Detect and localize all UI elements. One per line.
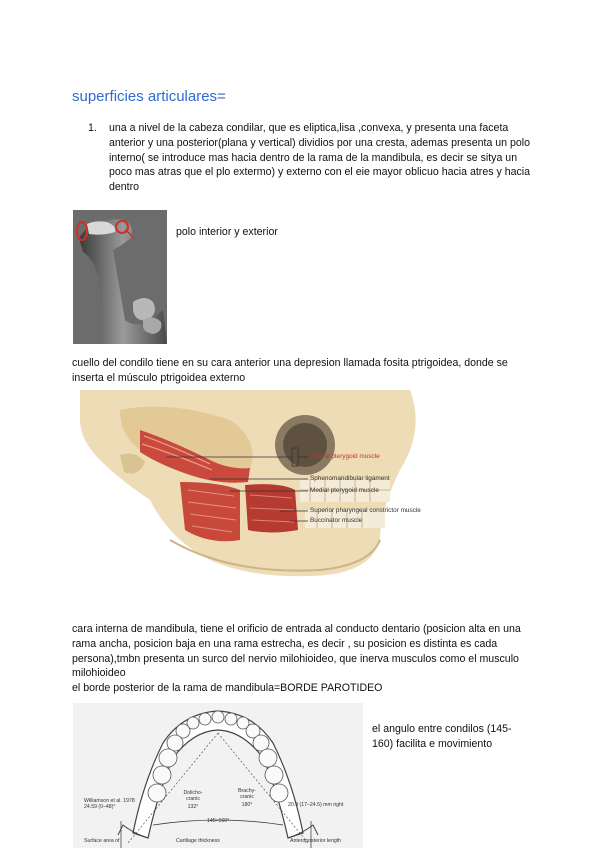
- condyle-illustration: [73, 210, 167, 344]
- list-item-text: una a nivel de la cabeza condilar, que es eliptica,lisa ,convexa, y presenta una faceta anterior y una posterior(plana y vertical) dividios por una cresta, ademas presenta un polo interno( se introduce mas hacia dentro de la rama de la mandibula, es decir se sitya un poco mas atras que el plo extermo) y externo con el eie mayor oblicuo hacia atres y hacia dentro: [109, 122, 531, 194]
- paragraph-borde-posterior: el borde posterior de la rama de mandibula=BORDE PAROTIDEO: [72, 682, 383, 694]
- diagram-label-dolicho-value: 132°: [187, 804, 199, 810]
- diagram-label-surface: Surface area of: [84, 838, 120, 844]
- diagram-label-mm-right: 20.9 (17–24.5) mm right: [288, 802, 344, 808]
- figure3-caption: el angulo entre condilos (145-160) facilita e movimiento: [372, 723, 512, 750]
- mandible-outline: [73, 703, 363, 848]
- label-superior-constrictor: Superior pharyngeal constrictor muscle: [310, 507, 421, 514]
- diagram-label-williamson-value: 24.59 (0–48)°: [84, 804, 116, 810]
- diagram-label-dolicho: Dolicho-cranic: [183, 790, 203, 802]
- figure1-caption: polo interior y exterior: [176, 226, 278, 238]
- label-lateral-pterygoid: Lateral pterygoid muscle: [310, 453, 380, 460]
- paragraph-cara-interna: cara interna de mandibula, tiene el orificio de entrada al conducto dentario (posicion alta en una rama ancha, posicion baja en una rama estrecha, es decir , su posicion es distinta es cada persona),tmbn presenta un surco del nervio milohioideo, que inerva musculos como el musculo milohioideo: [72, 623, 521, 680]
- condyle-image: [73, 210, 167, 344]
- diagram-label-williamson: Williamson et al. 1978: [84, 798, 135, 804]
- section-heading: superficies articulares=: [72, 88, 226, 105]
- diagram-label-brachy: Brachy-cranic: [238, 788, 256, 800]
- mandible-angle-diagram: [73, 703, 363, 848]
- diagram-label-angle-range: 145–160°: [207, 818, 230, 824]
- paragraph-cuello: cuello del condilo tiene en su cara anterior una depresion llamada fosita ptrigoidea, donde se inserta el músculo ptrigoidea externo: [72, 357, 508, 384]
- list-number: 1.: [88, 122, 97, 134]
- diagram-label-brachy-value: 180°: [241, 802, 253, 808]
- label-sphenomandibular: Sphenomandibular ligament: [310, 475, 390, 482]
- diagram-label-cartilage: Cartilage thickness: [176, 838, 220, 844]
- diagram-label-ap-length: Anteroposterior length: [290, 838, 342, 844]
- label-medial-pterygoid: Medial pterygoid muscle: [310, 487, 379, 494]
- label-buccinator: Buccinator muscle: [310, 517, 363, 524]
